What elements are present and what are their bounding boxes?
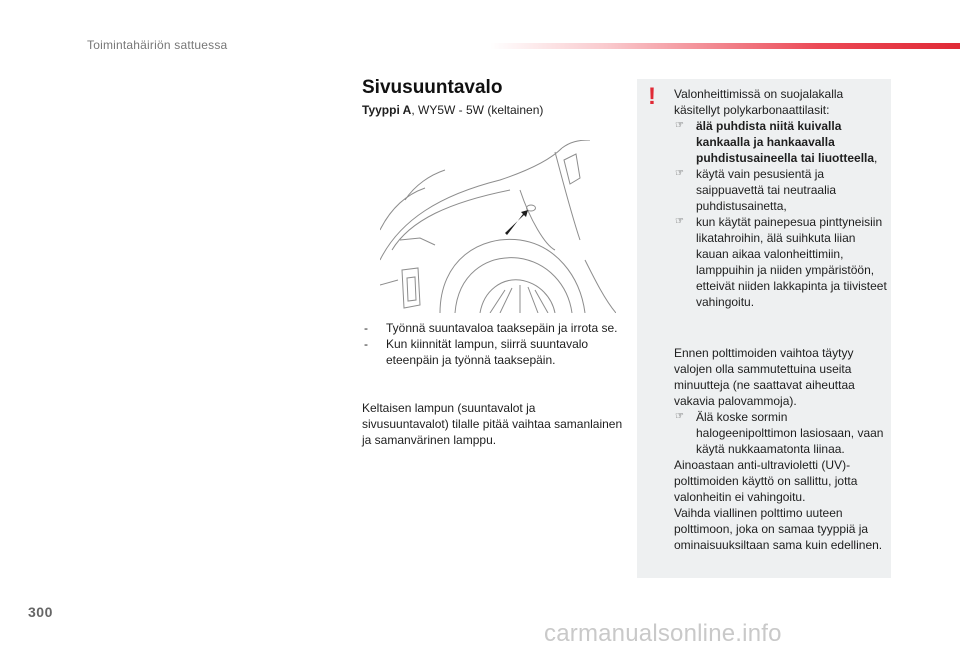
info-intro: Ennen polttimoiden vaihtoa täytyy valojen olla sammutettuina useita minuutteja (ne saattavat aiheuttaa vakavia palovammoja). [674,346,855,408]
step-dash: - [364,337,368,351]
list-item [362,336,624,368]
warning-item-bold: älä puhdista niitä kuivalla kankaalla ja hankaavalla puhdistusaineella tai liuotteella [696,119,875,165]
pointing-hand-icon: ☞ [675,168,684,179]
warning-item-text: käytä vain pesusientä ja saippuavettä tai neutraalia puhdistusainetta, [696,167,837,213]
watermark: carmanualsonline.info [544,620,782,647]
info-replace: Vaihda viallinen polttimo uuteen polttimoon, joka on samaa tyyppiä ja ominaisuuksiltaan sama kuin edellinen. [674,506,883,552]
warning-intro: Valonheittimissä on suojalakalla käsitellyt polykarbonaattilasit: [674,87,844,117]
warning-exclamation-icon: ! [648,83,656,110]
pointing-hand-icon: ☞ [675,216,684,227]
list-item [674,166,888,214]
replacement-note: Keltaisen lampun (suuntavalot ja sivusuuntavalot) tilalle pitää vaihtaa samanlainen ja samanvärinen lamppu. [362,401,623,447]
step-text: Kun kiinnität lampun, siirrä suuntavalo eteenpäin ja työnnä taaksepäin. [386,337,589,367]
bulb-type-value: , WY5W - 5W (keltainen) [411,103,544,117]
pointing-hand-icon: ☞ [675,411,684,422]
section-title: Sivusuuntavalo [362,77,503,98]
list-item [674,409,886,457]
warning-item-end: , [874,151,878,165]
bulb-type [362,103,543,117]
steps-list [362,320,624,368]
page-number: 300 [28,604,53,620]
header-accent-bar [490,43,960,49]
warning-list [674,118,888,310]
list-item [362,320,624,336]
warning-text [674,86,888,310]
list-item [674,214,888,310]
bulb-type-label: Tyyppi A [362,103,412,117]
pointing-hand-icon: ☞ [675,120,684,131]
info-text [674,345,886,553]
warning-item-text: kun käytät painepesua pinttyneisiin likatahroihin, älä suihkuta liian kauan aikaa valonheittimiin, lamppuihin ja niiden ympäristöön, etteivät niiden lakkapinta ja tiivisteet vahingoitu. [696,215,887,309]
side-indicator-illustration [380,140,616,313]
step-text: Työnnä suuntavaloa taaksepäin ja irrota se. [386,321,618,335]
chapter-title: Toimintahäiriön sattuessa [87,38,228,52]
list-item [674,118,888,166]
info-uv: Ainoastaan anti-ultravioletti (UV)-polttimoiden käyttö on sallittu, jotta valonheitin ei vahingoitu. [674,458,858,504]
step-dash: - [364,321,368,335]
info-bullet-text: Älä koske sormin halogeenipolttimon lasiosaan, vaan käytä nukkaamatonta liinaa. [696,410,884,456]
